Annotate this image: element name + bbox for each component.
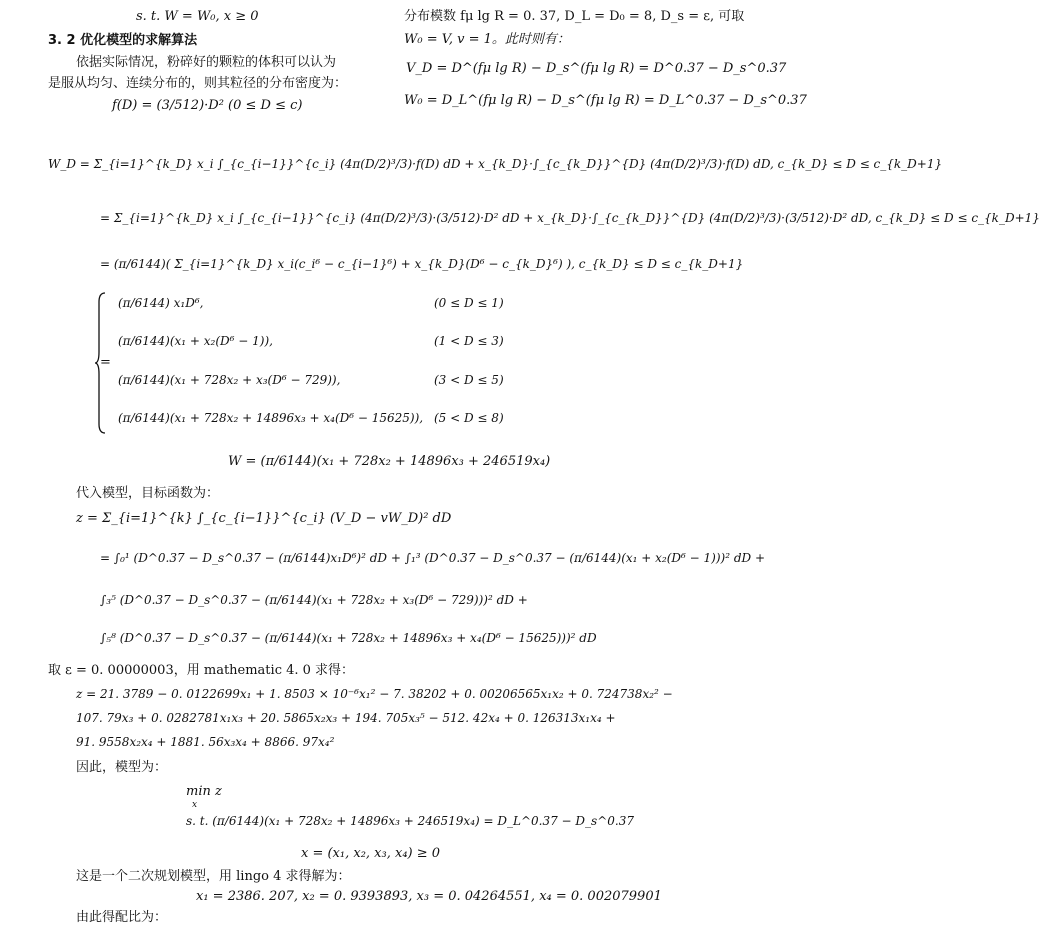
paragraph-line: 是服从均匀、连续分布的，则其粒径的分布密度为： xyxy=(48,76,348,91)
left-brace-icon xyxy=(94,292,106,434)
wd-equation-line-3: = (π/6144)( Σ_{i=1}^{k_D} x_i(c_i⁶ − c_{i−1}⁶) + x_{k_D}(D⁶ − c_{k_D}⁶) ), c_{k_D} ≤ D ≤ c_{k_D+1} xyxy=(100,257,744,271)
paragraph-line: 依据实际情况，粉碎好的颗粒的体积可以认为 xyxy=(76,55,337,70)
objective-line-3: ∫₃⁵ (D^0.37 − D_s^0.37 − (π/6144)(x₁ + 728x₂ + x₃(D⁶ − 729)))² dD + xyxy=(100,593,528,607)
paragraph-line: 代入模型，目标函数为： xyxy=(76,486,220,501)
equals-sign: = xyxy=(100,355,111,370)
case-range: (0 ≤ D ≤ 1) xyxy=(434,296,504,310)
objective-line-1: z = Σ_{i=1}^{k} ∫_{c_{i−1}}^{c_i} (V_D − vW_D)² dD xyxy=(76,511,452,526)
constraint-formula: s. t. (π/6144)(x₁ + 728x₂ + 14896x₃ + 246519x₄) = D_L^0.37 − D_s^0.37 xyxy=(186,814,634,828)
paragraph-line: 由此得配比为： xyxy=(76,910,168,925)
paragraph-line: 分布模数 fμ lg R = 0. 37, D_L = D₀ = 8, D_s = ε, 可取 xyxy=(404,9,745,24)
nonnegativity-constraint: x = (x₁, x₂, x₃, x₄) ≥ 0 xyxy=(301,846,441,861)
wd-equation-line-1: W_D = Σ_{i=1}^{k_D} x_i ∫_{c_{i−1}}^{c_i} (4π(D/2)³/3)·f(D) dD + x_{k_D}·∫_{c_{k_D}}^{D} (4π(D/2)³/3)·f(D) dD, c_{k_D} ≤ D ≤ c_{k_D+1} xyxy=(48,157,943,171)
case-expression: (π/6144)(x₁ + 728x₂ + 14896x₃ + x₄(D⁶ − 15625)), xyxy=(118,411,424,425)
paragraph-line: W₀ = V, v = 1。此时则有： xyxy=(404,32,570,47)
min-subscript: x xyxy=(192,800,198,810)
section-heading: 3. 2 优化模型的求解算法 xyxy=(48,33,198,48)
case-range: (1 < D ≤ 3) xyxy=(434,334,504,348)
constraint-line: s. t. W = W₀, x ≥ 0 xyxy=(136,9,259,24)
w0-formula: W₀ = D_L^(fμ lg R) − D_s^(fμ lg R) = D_L^0.37 − D_s^0.37 xyxy=(404,93,807,108)
solution-values: x₁ = 2386. 207, x₂ = 0. 9393893, x₃ = 0. 04264551, x₄ = 0. 002079901 xyxy=(196,889,662,904)
case-expression: (π/6144)(x₁ + x₂(D⁶ − 1)), xyxy=(118,334,273,348)
case-range: (5 < D ≤ 8) xyxy=(434,411,504,425)
objective-line-4: ∫₅⁸ (D^0.37 − D_s^0.37 − (π/6144)(x₁ + 728x₂ + 14896x₃ + x₄(D⁶ − 15625)))² dD xyxy=(100,631,597,645)
vd-formula: V_D = D^(fμ lg R) − D_s^(fμ lg R) = D^0.37 − D_s^0.37 xyxy=(406,61,787,76)
case-range: (3 < D ≤ 5) xyxy=(434,373,504,387)
z-expansion-line-1: z = 21. 3789 − 0. 0122699x₁ + 1. 8503 × 10⁻⁶x₁² − 7. 38202 + 0. 00206565x₁x₂ + 0. 724738x₂² − xyxy=(76,687,673,701)
z-expansion-line-2: 107. 79x₃ + 0. 0282781x₁x₃ + 20. 5865x₂x₃ + 194. 705x₃⁵ − 512. 42x₄ + 0. 126313x₁x₄ + xyxy=(76,711,616,725)
paragraph-line: 这是一个二次规划模型，用 lingo 4 求得解为： xyxy=(76,869,351,884)
objective-line-2: = ∫₀¹ (D^0.37 − D_s^0.37 − (π/6144)x₁D⁶)² dD + ∫₁³ (D^0.37 − D_s^0.37 − (π/6144)(x₁ + x₂(D⁶ − 1)))² dD + xyxy=(100,551,765,565)
case-expression: (π/6144)(x₁ + 728x₂ + x₃(D⁶ − 729)), xyxy=(118,373,341,387)
min-label: min z xyxy=(186,784,222,799)
wd-equation-line-2: = Σ_{i=1}^{k_D} x_i ∫_{c_{i−1}}^{c_i} (4π(D/2)³/3)·(3/512)·D² dD + x_{k_D}·∫_{c_{k_D}}^{D} (4π(D/2)³/3)·(3/512)·D² dD, c_{k_D} ≤ D ≤ c_{k_D+1} xyxy=(100,211,1040,225)
case-expression: (π/6144) x₁D⁶, xyxy=(118,296,204,310)
w-total-formula: W = (π/6144)(x₁ + 728x₂ + 14896x₃ + 246519x₄) xyxy=(228,454,551,469)
z-expansion-line-3: 91. 9558x₂x₄ + 1881. 56x₃x₄ + 8866. 97x₄² xyxy=(76,735,335,749)
paragraph-line: 因此，模型为： xyxy=(76,760,168,775)
paragraph-line: 取 ε = 0. 00000003，用 mathematic 4. 0 求得： xyxy=(48,663,355,678)
density-formula: f(D) = (3/512)·D² (0 ≤ D ≤ c) xyxy=(112,98,303,113)
